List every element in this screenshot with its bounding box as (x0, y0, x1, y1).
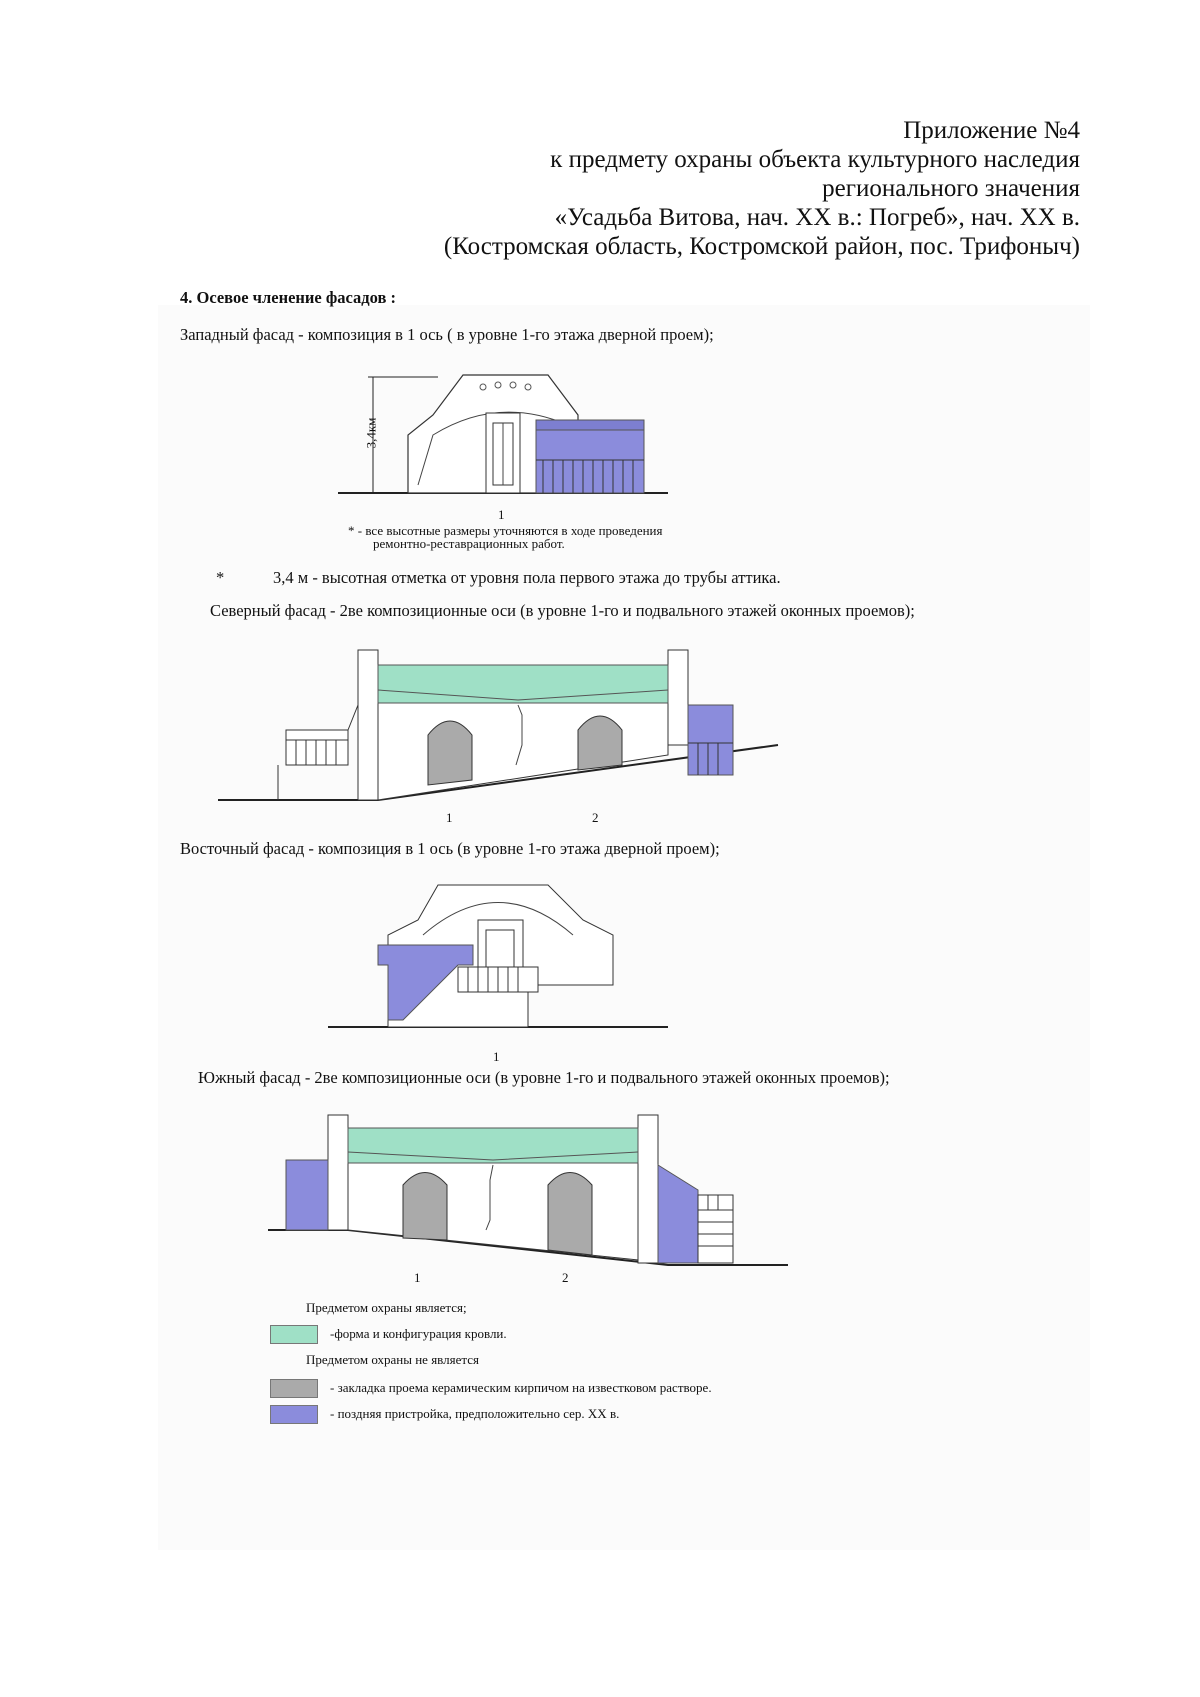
header-line: «Усадьба Витова, нач. XX в.: Погреб», нач. XX в. (554, 204, 1080, 231)
legend-swatch-addition (270, 1405, 318, 1424)
axis-label: 2 (562, 1270, 569, 1285)
legend-roof-label: -форма и конфигурация кровли. (330, 1326, 507, 1341)
south-facade-drawing (268, 1110, 758, 1280)
north-facade-caption: Северный фасад - 2ве композиционные оси (в уровне 1-го и подвального этажей оконных проемов); (210, 601, 915, 620)
legend-addition-label: - поздняя пристройка, предположительно сер. XX в. (330, 1406, 620, 1421)
west-facade-caption: Западный фасад - композиция в 1 ось ( в уровне 1-го этажа дверной проем); (180, 325, 714, 344)
legend-swatch-brick (270, 1379, 318, 1398)
note-star: * (216, 568, 225, 587)
appendix-number: Приложение №4 (903, 117, 1080, 144)
axis-label: 1 (493, 1049, 500, 1064)
document-header (444, 116, 1080, 261)
axis-label: 2 (592, 810, 599, 825)
header-line: регионального значения (822, 175, 1080, 202)
axis-label: 1 (498, 507, 505, 522)
header-line: к предмету охраны объекта культурного наследия (550, 146, 1080, 173)
south-facade-caption: Южный фасад - 2ве композиционные оси (в уровне 1-го и подвального этажей оконных проемов); (198, 1068, 890, 1087)
axis-label: 1 (446, 810, 453, 825)
east-facade-caption: Восточный фасад - композиция в 1 ось (в уровне 1-го этажа дверной проем); (180, 839, 720, 858)
east-facade-drawing (328, 875, 668, 1055)
height-note: 3,4 м - высотная отметка от уровня пола первого этажа до трубы аттика. (273, 568, 781, 587)
note-line: * - все высотные размеры уточняются в ходе проведения (348, 523, 663, 538)
axis-label: 1 (414, 1270, 421, 1285)
north-facade-drawing (218, 645, 758, 815)
west-facade-drawing (338, 365, 678, 515)
legend-swatch-roof (270, 1325, 318, 1344)
scanned-sheet (158, 288, 1090, 1550)
legend-protected-title: Предметом охраны является; (306, 1300, 467, 1315)
note-line: ремонтно-реставрационных работ. (373, 536, 565, 551)
dimension-label: 3,4км (363, 417, 379, 449)
section-title: 4. Осевое членение фасадов : (180, 288, 397, 307)
legend-brick-label: - закладка проема керамическим кирпичом на известковом растворе. (330, 1380, 712, 1395)
header-line: (Костромская область, Костромской район, пос. Трифоныч) (443, 233, 1080, 260)
legend-not-protected-title: Предметом охраны не является (306, 1352, 479, 1367)
